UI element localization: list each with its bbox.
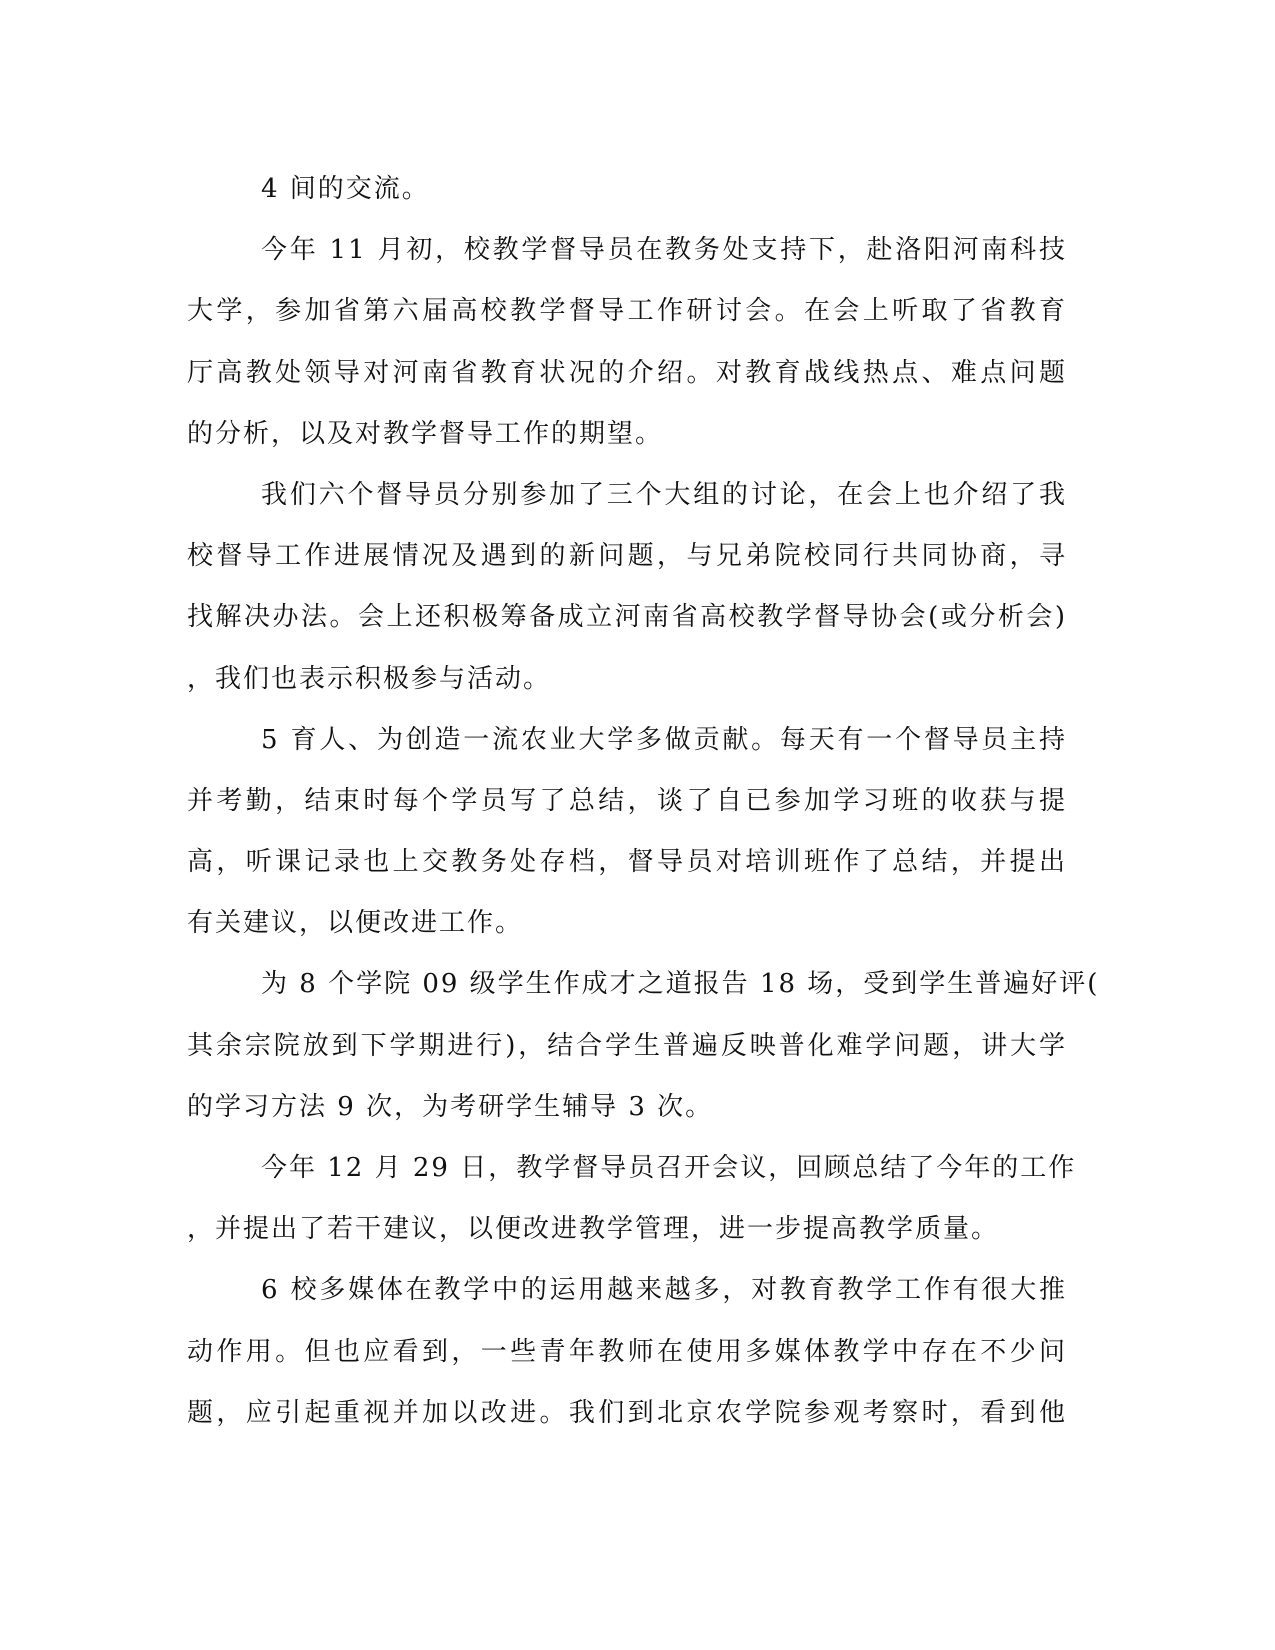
text-line: 其余宗院放到下学期进行)，结合学生普遍反映普化难学问题，讲大学 <box>187 1030 1067 1061</box>
text-line: 今年 11 月初，校教学督导员在教务处支持下，赴洛阳河南科技 <box>261 235 1067 266</box>
text-line: 厅高教处领导对河南省教育状况的介绍。对教育战线热点、难点问题 <box>187 357 1067 388</box>
text-line: 大学，参加省第六届高校教学督导工作研讨会。在会上听取了省教育 <box>187 296 1067 327</box>
text-line: 的分析，以及对教学督导工作的期望。 <box>187 418 664 449</box>
text-line: 4 间的交流。 <box>261 174 430 204</box>
text-line: 5 育人、为创造一流农业大学多做贡献。每天有一个督导员主持 <box>261 724 1067 755</box>
text-line: 今年 12 月 29 日，教学督导员召开会议，回顾总结了今年的工作 <box>261 1153 1077 1183</box>
text-line: 动作用。但也应看到，一些青年教师在使用多媒体教学中存在不少问 <box>187 1336 1067 1367</box>
text-line: 题，应引起重视并加以改进。我们到北京农学院参观考察时，看到他 <box>187 1397 1067 1428</box>
text-line: ，并提出了若干建议，以便改进教学管理，进一步提高教学质量。 <box>187 1214 1000 1245</box>
text-line: 6 校多媒体在教学中的运用越来越多，对教育教学工作有很大推 <box>261 1275 1067 1306</box>
text-line: 的学习方法 9 次，为考研学生辅导 3 次。 <box>187 1091 714 1122</box>
text-line: ，我们也表示积极参与活动。 <box>187 663 552 694</box>
text-line: 我们六个督导员分别参加了三个大组的讨论，在会上也介绍了我 <box>261 479 1067 510</box>
text-line: 并考勤，结束时每个学员写了总结，谈了自已参加学习班的收获与提 <box>187 785 1067 816</box>
text-line: 找解决办法。会上还积极筹备成立河南省高校教学督导协会(或分析会) <box>187 602 1067 633</box>
text-line: 高，听课记录也上交教务处存档，督导员对培训班作了总结，并提出 <box>187 847 1067 878</box>
text-line: 校督导工作进展情况及遇到的新问题，与兄弟院校同行共同协商，寻 <box>187 541 1067 572</box>
text-line: 为 8 个学院 09 级学生作成才之道报告 18 场，受到学生普遍好评( <box>261 969 1100 1000</box>
text-line: 有关建议，以便改进工作。 <box>187 908 524 939</box>
document-body <box>187 159 1100 1444</box>
